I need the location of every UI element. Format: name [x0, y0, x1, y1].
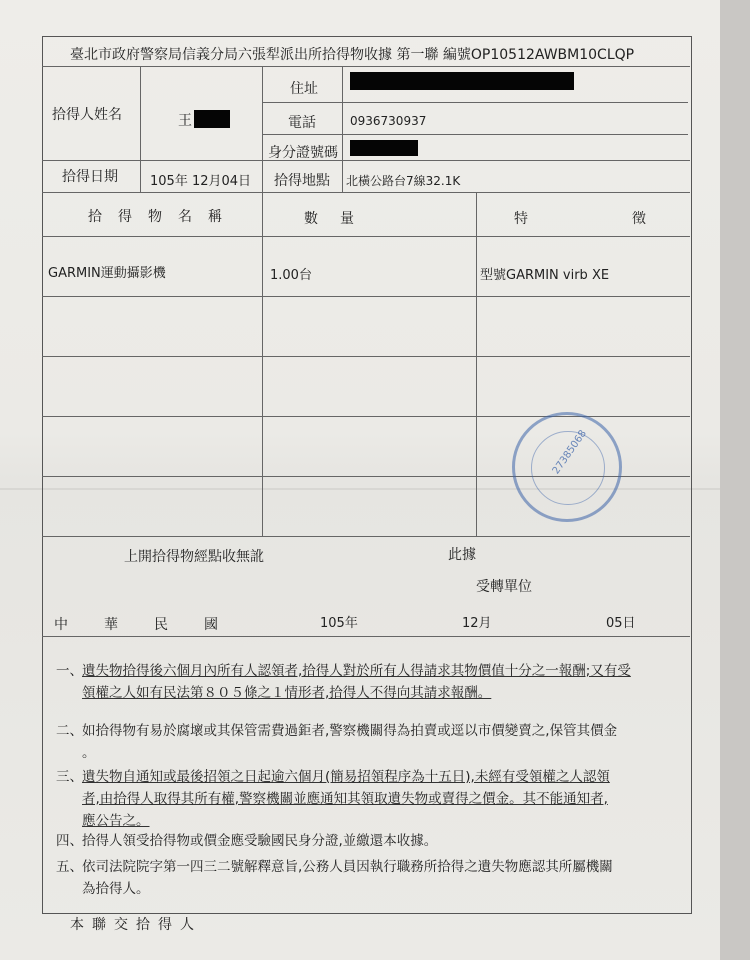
col-header-qty: 數量	[304, 211, 376, 227]
rule	[42, 416, 690, 417]
rule	[140, 66, 141, 192]
note-3	[56, 766, 610, 832]
id-number-label: 身分證號碼	[268, 145, 338, 161]
address-label: 住址	[290, 81, 318, 97]
rule	[262, 66, 263, 536]
receiver-label: 受轉單位	[476, 579, 532, 595]
note-1	[56, 660, 631, 704]
phone-label: 電話	[288, 115, 316, 131]
receipt-year: 105年	[320, 616, 358, 631]
receipt-month: 12月	[462, 616, 492, 631]
rule	[262, 134, 688, 135]
note-number: 三、	[56, 769, 83, 785]
finder-name-value: 王	[178, 113, 192, 129]
item-feature: 型號GARMIN virb XE	[480, 268, 610, 283]
note-line: 如拾得物有易於腐壞或其保管需費過鉅者,警察機關得為拍賣或逕以市價變賣之,保管其價金	[82, 723, 618, 739]
note-line: 者,由拾得人取得其所有權,警察機關並應通知其領取遺失物或賣得之價金。其不能通知者,	[82, 791, 608, 807]
rule	[476, 192, 477, 536]
rule	[42, 296, 690, 297]
redaction-bar	[350, 140, 418, 156]
rule	[42, 356, 690, 357]
item-qty: 1.00台	[270, 268, 312, 283]
redaction-bar	[194, 110, 230, 128]
col-header-item: 拾得物名稱	[88, 209, 238, 225]
era-label: 中華民國	[54, 617, 254, 633]
note-number: 五、	[56, 859, 83, 875]
note-line: 遺失物拾得後六個月內所有人認領者,拾得人對於所有人得請求其物價值十分之一報酬;又有受	[82, 663, 631, 679]
receipt-statement: 上開拾得物經點收無訛	[124, 549, 264, 565]
note-5	[56, 856, 613, 900]
this-receipt-label: 此據	[448, 547, 476, 563]
rule	[42, 636, 690, 637]
receipt-day: 05日	[606, 616, 636, 631]
note-line: 為拾得人。	[82, 881, 150, 897]
note-line: 遺失物自通知或最後招領之日起逾六個月(簡易招領程序為十五日),未經有受領權之人認領	[82, 769, 610, 785]
finder-name-label: 拾得人姓名	[52, 107, 122, 123]
rule	[42, 236, 690, 237]
note-line: 應公告之。	[82, 813, 150, 829]
note-line: 拾得人領受拾得物或價金應受驗國民身分證,並繳還本收據。	[82, 833, 438, 849]
item-name: GARMIN運動攝影機	[48, 266, 166, 281]
redaction-bar	[350, 72, 574, 90]
rule	[42, 536, 690, 537]
copy-note: 本聯交拾得人	[70, 917, 202, 933]
note-number: 一、	[56, 663, 83, 679]
seal-inner-ring	[531, 428, 605, 505]
found-date-value: 105年 12月04日	[150, 174, 252, 189]
note-line: 依司法院院字第一四三二號解釋意旨,公務人員因執行職務所拾得之遺失物應認其所屬機關	[82, 859, 613, 875]
seal-text: 27385068	[550, 428, 589, 477]
note-line: 。	[82, 745, 96, 761]
note-line: 領權之人如有民法第８０５條之１情形者,拾得人不得向其請求報酬。	[82, 685, 492, 701]
col-header-feature: 特徵	[514, 211, 750, 227]
rule	[342, 66, 343, 192]
note-4	[56, 830, 437, 852]
found-date-label: 拾得日期	[62, 169, 118, 185]
phone-value: 0936730937	[350, 114, 427, 128]
note-number: 二、	[56, 723, 83, 739]
police-station-seal	[512, 412, 622, 522]
found-place-value: 北橫公路台7線32.1K	[346, 174, 461, 188]
note-number: 四、	[56, 833, 83, 849]
rule	[42, 192, 690, 193]
found-place-label: 拾得地點	[274, 173, 330, 189]
note-2	[56, 720, 617, 764]
document-title: 臺北市政府警察局信義分局六張犁派出所拾得物收據 第一聯 編號OP10512AWBM10CLQP	[70, 47, 635, 63]
rule	[262, 102, 688, 103]
